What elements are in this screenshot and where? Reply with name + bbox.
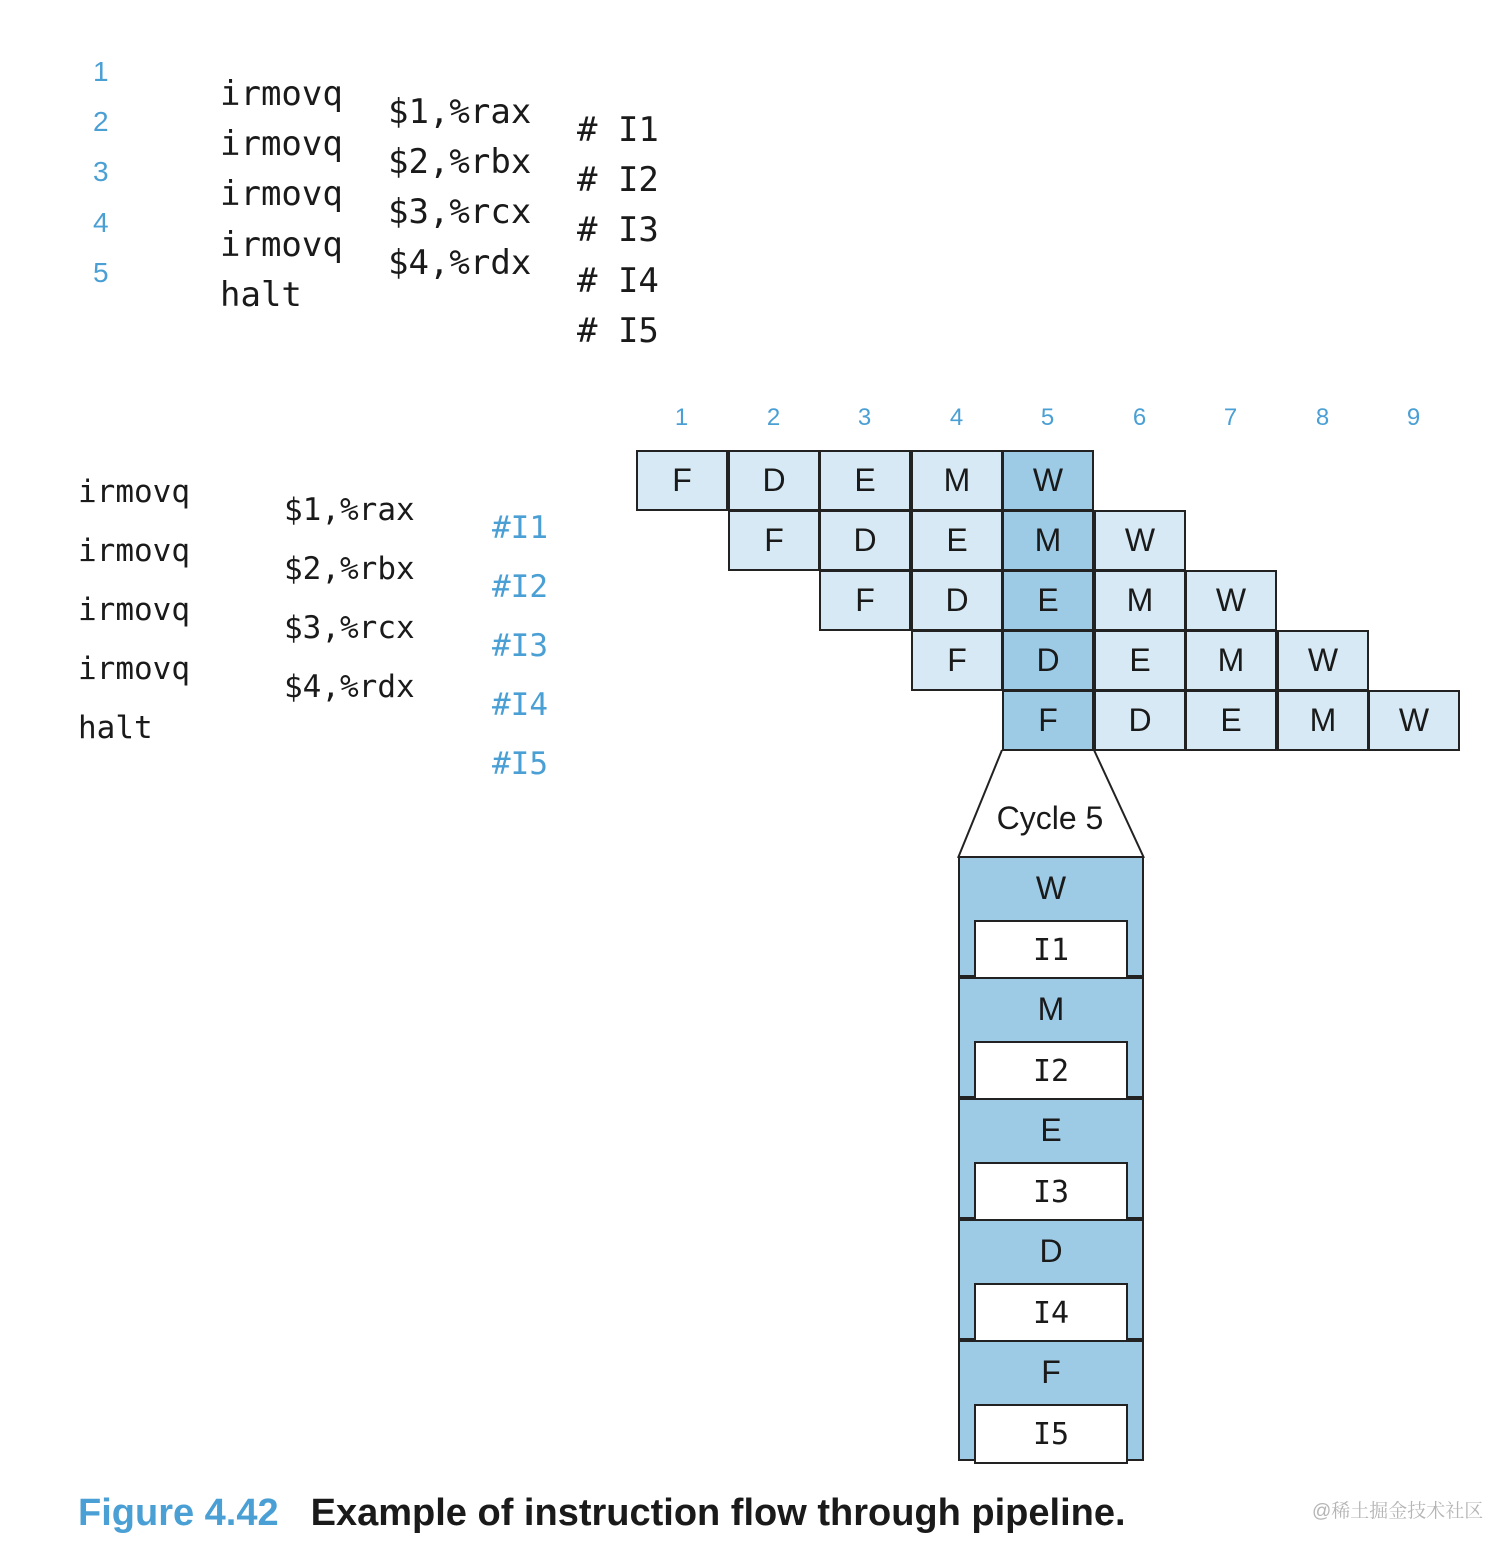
instruction-tag: #I4 bbox=[492, 687, 548, 723]
cycle-number-label: 9 bbox=[1406, 404, 1421, 431]
line-number: 4 bbox=[93, 207, 109, 238]
pipeline-stage-cell: M bbox=[1185, 630, 1277, 691]
zoom-instruction-box: I4 bbox=[974, 1283, 1128, 1343]
opcode: halt bbox=[220, 275, 302, 315]
operands: $2,%rbx bbox=[388, 142, 532, 182]
pipeline-stage-cell: M bbox=[1094, 570, 1186, 631]
pipeline-stage-cell: M bbox=[911, 450, 1003, 511]
pipeline-stage-cell: D bbox=[1094, 690, 1186, 751]
zoom-stage-block bbox=[958, 1340, 1144, 1461]
instruction-tag: #I3 bbox=[492, 628, 548, 664]
pipeline-stage-cell: W bbox=[1277, 630, 1369, 691]
opcode: irmovq bbox=[220, 225, 343, 265]
opcode: irmovq bbox=[78, 592, 190, 628]
zoom-label: Cycle 5 bbox=[996, 800, 1104, 836]
pipeline-stage-cell: F bbox=[819, 570, 911, 631]
pipeline-stage-cell: M bbox=[1002, 510, 1094, 571]
line-number: 1 bbox=[93, 56, 109, 87]
opcode: irmovq bbox=[78, 533, 190, 569]
zoom-stage-name: D bbox=[1039, 1233, 1063, 1269]
zoom-stage-block bbox=[958, 1098, 1144, 1219]
zoom-stage-block bbox=[958, 977, 1144, 1098]
cycle-number-label: 1 bbox=[674, 404, 689, 431]
operands: $3,%rcx bbox=[388, 192, 532, 232]
pipeline-stage-cell: E bbox=[819, 450, 911, 511]
comment: # I4 bbox=[577, 261, 659, 301]
cycle-number-label: 4 bbox=[949, 404, 964, 431]
zoom-instruction-box: I1 bbox=[974, 920, 1128, 980]
pipeline-stage-cell: W bbox=[1185, 570, 1277, 631]
operands: $1,%rax bbox=[284, 492, 415, 528]
pipeline-stage-cell: F bbox=[728, 510, 820, 571]
pipeline-stage-cell: F bbox=[911, 630, 1003, 691]
watermark: @稀土掘金技术社区 bbox=[1312, 1501, 1484, 1522]
cycle-number-label: 3 bbox=[857, 404, 872, 431]
operands: $4,%rdx bbox=[388, 243, 532, 283]
pipeline-stage-cell: F bbox=[636, 450, 728, 511]
pipeline-stage-cell: E bbox=[1094, 630, 1186, 691]
pipeline-stage-cell: W bbox=[1094, 510, 1186, 571]
opcode: irmovq bbox=[78, 474, 190, 510]
pipeline-stage-cell: D bbox=[819, 510, 911, 571]
pipeline-stage-cell: D bbox=[1002, 630, 1094, 691]
pipeline-stage-cell: W bbox=[1368, 690, 1460, 751]
operands: $4,%rdx bbox=[284, 669, 415, 705]
pipeline-stage-cell: E bbox=[1002, 570, 1094, 631]
pipeline-stage-cell: F bbox=[1002, 690, 1094, 751]
zoom-stage-block bbox=[958, 856, 1144, 977]
line-number: 5 bbox=[93, 257, 109, 288]
opcode: irmovq bbox=[220, 174, 343, 214]
listing-line bbox=[0, 38, 659, 150]
program-line bbox=[0, 456, 548, 546]
pipeline-stage-cell: E bbox=[1185, 690, 1277, 751]
zoom-stage-name: M bbox=[1037, 991, 1065, 1027]
zoom-stage-name: E bbox=[1040, 1112, 1062, 1148]
pipeline-stage-cell: E bbox=[911, 510, 1003, 571]
figure-number: Figure 4.42 bbox=[78, 1492, 279, 1534]
zoom-instruction-box: I3 bbox=[974, 1162, 1128, 1222]
cycle-number-label: 5 bbox=[1040, 404, 1055, 431]
zoom-stage-name: F bbox=[1041, 1354, 1061, 1390]
operands: $1,%rax bbox=[388, 92, 532, 132]
zoom-instruction-box: I5 bbox=[974, 1404, 1128, 1464]
comment: # I5 bbox=[577, 311, 659, 351]
comment: # I1 bbox=[577, 110, 659, 150]
instruction-tag: #I5 bbox=[492, 746, 548, 782]
line-number: 3 bbox=[93, 156, 109, 187]
pipeline-stage-cell: M bbox=[1277, 690, 1369, 751]
opcode: irmovq bbox=[220, 74, 343, 114]
zoom-stage-block bbox=[958, 1219, 1144, 1340]
cycle-number-label: 8 bbox=[1315, 404, 1330, 431]
cycle-number-label: 6 bbox=[1132, 404, 1147, 431]
pipeline-stage-cell: D bbox=[911, 570, 1003, 631]
cycle-number-label: 2 bbox=[766, 404, 781, 431]
operands: $3,%rcx bbox=[284, 610, 415, 646]
line-number: 2 bbox=[93, 106, 109, 137]
opcode: halt bbox=[78, 710, 153, 746]
pipeline-stage-cell: D bbox=[728, 450, 820, 511]
cycle-number-label: 7 bbox=[1223, 404, 1238, 431]
zoom-stage-name: W bbox=[1035, 870, 1067, 906]
operands: $2,%rbx bbox=[284, 551, 415, 587]
comment: # I3 bbox=[577, 210, 659, 250]
instruction-tag: #I1 bbox=[492, 510, 548, 546]
instruction-tag: #I2 bbox=[492, 569, 548, 605]
opcode: irmovq bbox=[78, 651, 190, 687]
figure-title: Example of instruction flow through pipeline. bbox=[310, 1492, 1126, 1534]
cycle-5-stage-column bbox=[958, 856, 1144, 1462]
comment: # I2 bbox=[577, 160, 659, 200]
pipeline-stage-cell: W bbox=[1002, 450, 1094, 511]
zoom-instruction-box: I2 bbox=[974, 1041, 1128, 1101]
figure-caption bbox=[78, 1492, 1126, 1535]
opcode: irmovq bbox=[220, 124, 343, 164]
